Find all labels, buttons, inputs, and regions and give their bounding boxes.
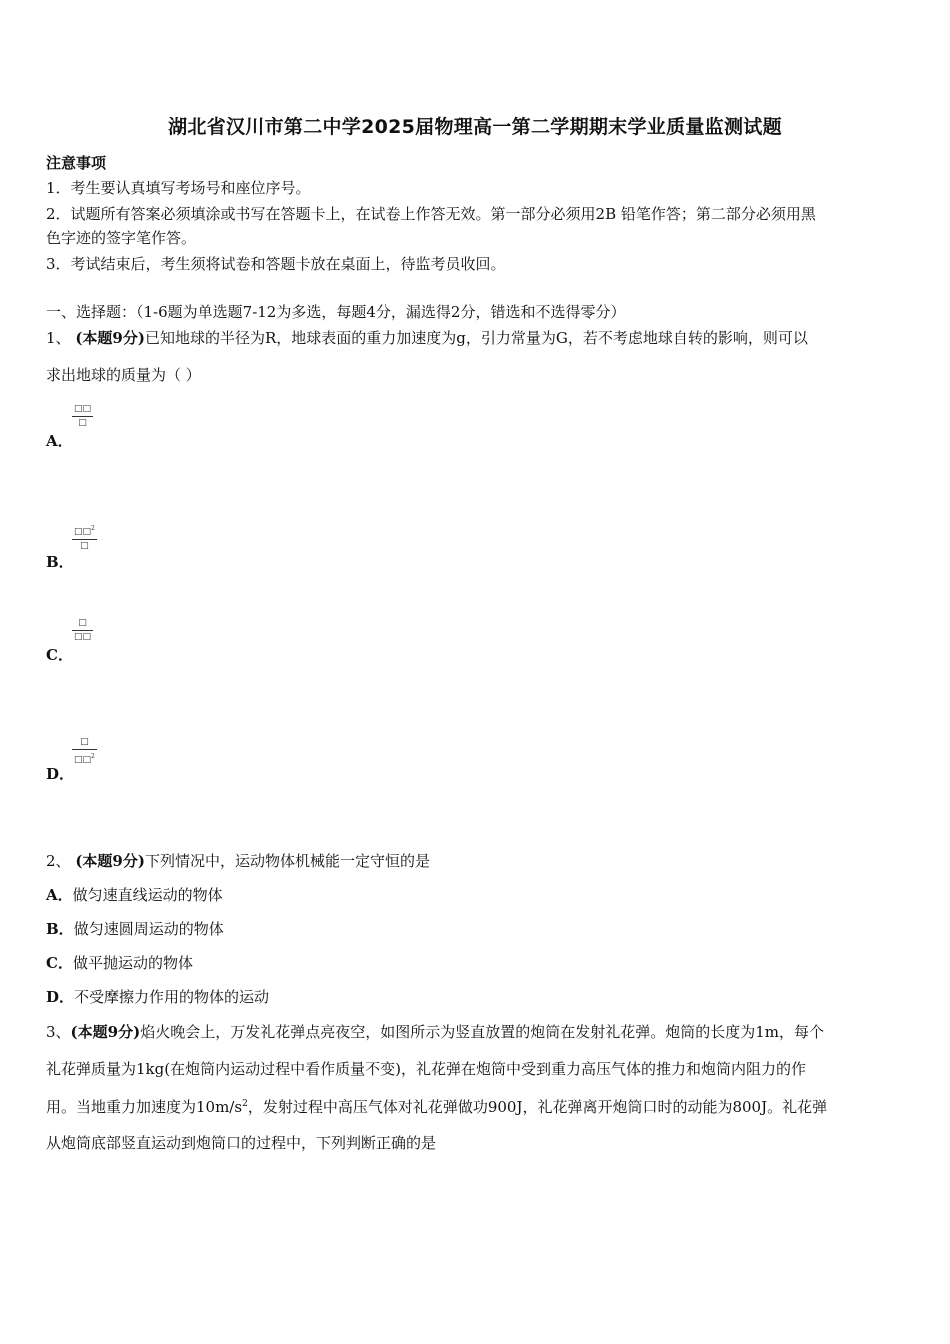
question-score: (本题9分) [75, 852, 145, 870]
unit-exponent: 2 [242, 1099, 248, 1109]
question-text: ，发射过程中高压气体对礼花弹做功900J，礼花弹离开炮筒口时的动能为800J。礼花弹 [247, 1098, 828, 1116]
question-number: 1、 [46, 329, 71, 347]
option-label: B． [46, 920, 74, 938]
q2-option-c [46, 952, 193, 973]
question-number: 2、 [46, 852, 71, 870]
page-title: 湖北省汉川市第二中学2025届物理高一第二学期期末学业质量监测试题 [168, 116, 782, 138]
option-text: 做匀速直线运动的物体 [72, 886, 223, 904]
formula-exponent: 2 [91, 525, 95, 532]
question-number: 3、 [46, 1023, 71, 1041]
option-label: D． [46, 988, 75, 1006]
formula-numerator: □ [80, 737, 89, 747]
formula-exponent: 2 [91, 753, 95, 760]
formula-denominator: □ [80, 541, 89, 551]
question-1-line-1 [46, 327, 808, 348]
question-text: 已知地球的半径为R，地球表面的重力加速度为g，引力常量为G，若不考虑地球自转的影响，则可以 [144, 329, 808, 347]
option-label: A． [46, 886, 73, 904]
formula-denominator: □□ [74, 632, 92, 642]
question-score: (本题9分) [75, 329, 145, 347]
question-3-line-3 [46, 1096, 827, 1117]
formula-denominator: □ [78, 418, 87, 428]
question-text: 焰火晚会上，万发礼花弹点亮夜空，如图所示为竖直放置的炮筒在发射礼花弹。炮筒的长度为1m，每个 [140, 1023, 824, 1041]
fraction-bar [72, 539, 97, 540]
formula-numerator: □□ [74, 527, 92, 537]
q2-option-b [46, 918, 224, 939]
option-text: 不受摩擦力作用的物体的运动 [74, 988, 270, 1006]
formula-denominator: □□ [74, 755, 92, 765]
option-c-formula [72, 618, 93, 643]
option-label: C． [46, 954, 73, 972]
fraction-bar [72, 630, 93, 631]
section-heading: 一、选择题：（1-6题为单选题7-12为多选，每题4分，漏选得2分，错选和不选得零分） [46, 303, 626, 321]
option-c-label: C． [46, 646, 73, 664]
notice-item-3: 3．考试结束后，考生须将试卷和答题卡放在桌面上，待监考员收回。 [46, 255, 506, 273]
question-3-line-4: 从炮筒底部竖直运动到炮筒口的过程中，下列判断正确的是 [46, 1134, 437, 1152]
option-text: 做平抛运动的物体 [72, 954, 193, 972]
fraction-bar [72, 749, 97, 750]
fraction-bar [72, 416, 93, 417]
formula-numerator: □□ [74, 404, 92, 414]
option-d-formula [72, 737, 97, 766]
formula-numerator: □ [78, 618, 87, 628]
question-score: (本题9分) [70, 1023, 141, 1041]
option-text: 做匀速圆周运动的物体 [73, 920, 224, 938]
question-1-line-2: 求出地球的质量为（ ） [46, 366, 201, 384]
notice-item-2-cont: 色字迹的签字笔作答。 [46, 229, 197, 247]
q2-option-d [46, 986, 269, 1007]
option-d-label: D． [46, 765, 75, 783]
option-b-formula [72, 523, 97, 552]
question-3-line-2: 礼花弹质量为1kg(在炮筒内运动过程中看作质量不变)，礼花弹在炮筒中受到重力高压气体的推力和炮筒内阻力的作 [46, 1060, 806, 1078]
question-2-stem [46, 850, 430, 871]
notice-item-1: 1．考生要认真填写考场号和座位序号。 [46, 179, 311, 197]
option-a-label: A． [46, 432, 73, 450]
question-text: 下列情况中，运动物体机械能一定守恒的是 [144, 852, 430, 870]
option-a-formula [72, 404, 93, 429]
question-3-line-1 [46, 1021, 824, 1042]
q2-option-a [46, 884, 223, 905]
option-b-label: B． [46, 553, 74, 571]
question-text: 用。当地重力加速度为10m/s [46, 1098, 243, 1116]
notice-item-2: 2．试题所有答案必须填涂或书写在答题卡上，在试卷上作答无效。第一部分必须用2B 铅笔作答；第二部分必须用黑 [46, 205, 816, 223]
notice-heading: 注意事项 [46, 154, 107, 172]
